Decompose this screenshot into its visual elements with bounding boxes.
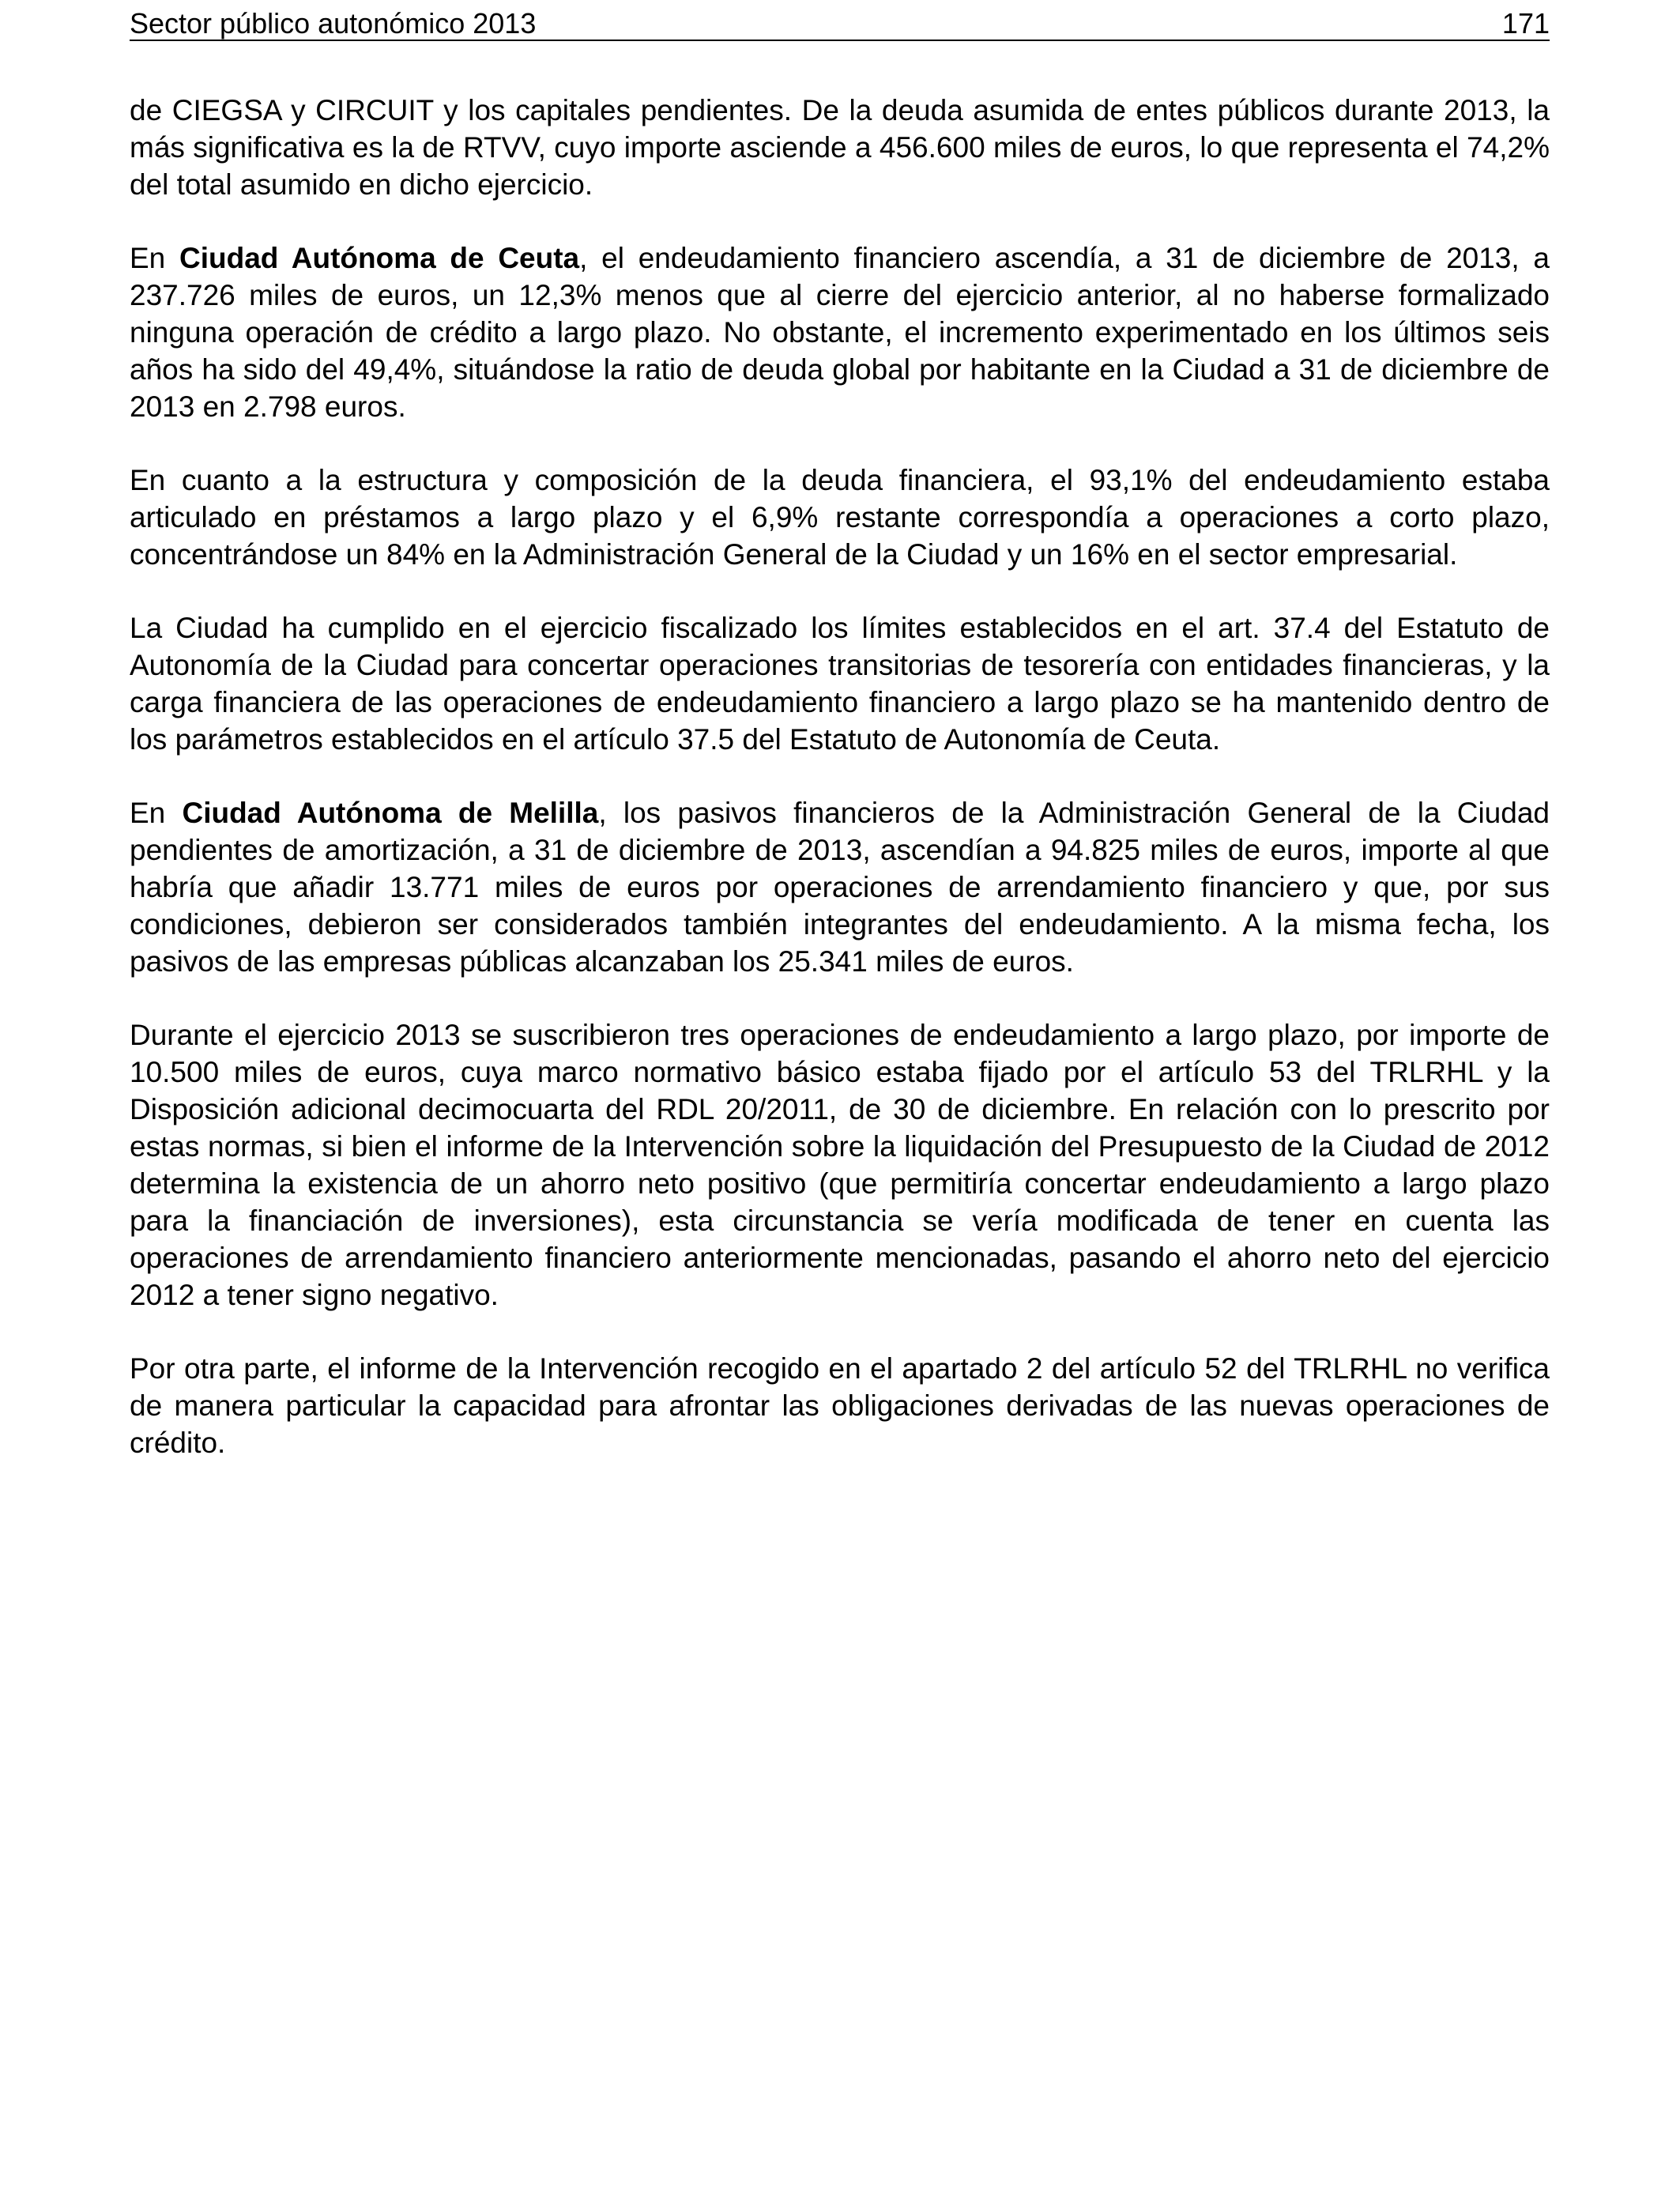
header-title: Sector público autonómico 2013	[130, 7, 537, 40]
entity-name-ceuta: Ciudad Autónoma de Ceuta	[179, 242, 580, 274]
paragraph-ciegsa-debt: de CIEGSA y CIRCUIT y los capitales pendientes. De la deuda asumida de entes públicos durante 2013, la más significativa es la de RTVV, cuyo importe asciende a 456.600 miles de euros, lo que representa el 74,2% del total asumido en dicho ejercicio.	[130, 94, 1550, 201]
paragraph-melilla-debt: En Ciudad Autónoma de Melilla, los pasivos financieros de la Administración General de la Ciudad pendientes de amortización, a 31 de diciembre de 2013, ascendían a 94.825 miles de euros, importe al que habría que añadir 13.771 miles de euros por operaciones de arrendamiento financiero y que, por sus condiciones, debieron ser considerados también integrantes del endeudamiento. A la misma fecha, los pasivos de las empresas públicas alcanzaban los 25.341 miles de euros.	[130, 797, 1550, 978]
running-header	[130, 6, 1550, 41]
body-text	[130, 92, 1550, 1461]
page-number: 171	[1501, 7, 1550, 40]
paragraph-ceuta-debt: En Ciudad Autónoma de Ceuta, el endeudamiento financiero ascendía, a 31 de diciembre de 2013, a 237.726 miles de euros, un 12,3% menos que al cierre del ejercicio anterior, al no haberse formalizado ninguna operación de crédito a largo plazo. No obstante, el incremento experimentado en los últimos seis años ha sido del 49,4%, situándose la ratio de deuda global por habitante en la Ciudad a 31 de diciembre de 2013 en 2.798 euros.	[130, 242, 1550, 423]
paragraph-2013-operations: Durante el ejercicio 2013 se suscribieron tres operaciones de endeudamiento a largo plazo, por importe de 10.500 miles de euros, cuya marco normativo básico estaba fijado por el artículo 53 del TRLRHL y la Disposición adicional decimocuarta del RDL 20/2011, de 30 de diciembre. En relación con lo prescrito por estas normas, si bien el informe de la Intervención sobre la liquidación del Presupuesto de la Ciudad de 2012 determina la existencia de un ahorro neto positivo (que permitiría concertar endeudamiento a largo plazo para la financiación de inversiones), esta circunstancia se vería modificada de tener en cuenta las operaciones de arrendamiento financiero anteriormente mencionadas, pasando el ahorro neto del ejercicio 2012 a tener signo negativo.	[130, 1019, 1550, 1311]
paragraph-debt-structure: En cuanto a la estructura y composición de la deuda financiera, el 93,1% del endeudamiento estaba articulado en préstamos a largo plazo y el 6,9% restante correspondía a operaciones a corto plazo, concentrándose un 84% en la Administración General de la Ciudad y un 16% en el sector empresarial.	[130, 464, 1550, 571]
entity-name-melilla: Ciudad Autónoma de Melilla	[182, 797, 599, 829]
document-page	[130, 0, 1550, 1498]
paragraph-statute-limits: La Ciudad ha cumplido en el ejercicio fiscalizado los límites establecidos en el art. 37.4 del Estatuto de Autonomía de la Ciudad para concertar operaciones transitorias de tesorería con entidades financieras, y la carga financiera de las operaciones de endeudamiento financiero a largo plazo se ha mantenido dentro de los parámetros establecidos en el artículo 37.5 del Estatuto de Autonomía de Ceuta.	[130, 612, 1550, 756]
paragraph-intervention-report: Por otra parte, el informe de la Intervención recogido en el apartado 2 del artículo 52 del TRLRHL no verifica de manera particular la capacidad para afrontar las obligaciones derivadas de las nuevas operaciones de crédito.	[130, 1352, 1550, 1459]
